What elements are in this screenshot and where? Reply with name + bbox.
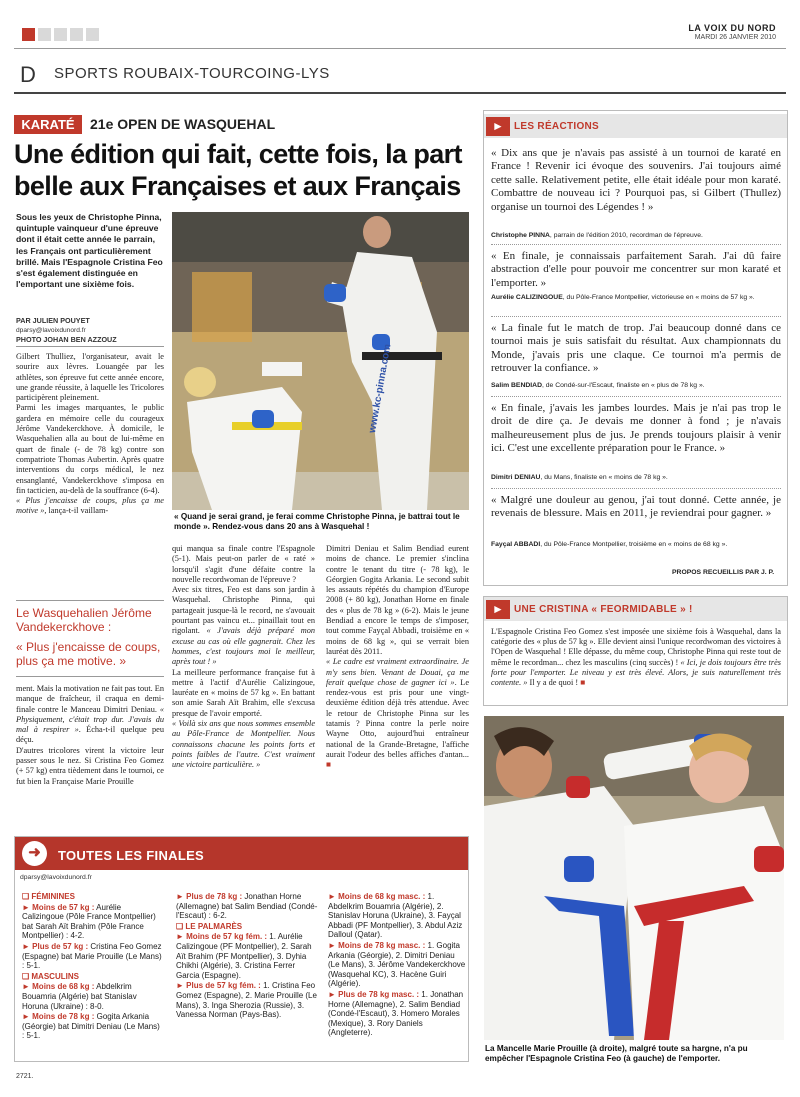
finales-email[interactable]: dparsy@lavoixdunord.fr <box>20 874 92 881</box>
pull-quote-rule-top <box>16 600 164 601</box>
page-folio: 2721. <box>16 1073 34 1080</box>
reaction-source: Fayçal ABBADI, du Pôle-France Montpellier, troisième en « moins de 68 kg ». <box>491 541 728 548</box>
results-category: ► Plus de 57 kg fém. : <box>176 981 261 991</box>
paragraph: « Plus j'encaisse de coups, plus ça me motive », lança-t-il vaillam- <box>16 496 164 516</box>
main-photo-karate <box>172 212 469 510</box>
results-category: ► Moins de 78 kg masc. : <box>328 940 426 950</box>
paragraph: Dimitri Deniau et Salim Bendiad eurent moins de chance. Le premier s'inclina contre le tenant du titre (- 78 kg), le Géorgien Gogita Arkania. Le second subit les assauts répétés du champion d'Europe 2008 (+ 80 kg), Jonathan Horne en finale des « plus de 78 kg » (6-2). Mais le jeune Bendiad a encore le temps de s'imposer, tout comme Fayçal Abbadi, troisième en « moins de 68 kg », qui se verrait bien lauréat dès 2011. <box>326 544 469 656</box>
section-letter: D <box>20 62 36 87</box>
byline-author: PAR JULIEN POUYET <box>16 316 90 325</box>
kicker-text: 21e OPEN DE WASQUEHAL <box>90 116 276 132</box>
finales-title: TOUTES LES FINALES <box>58 848 205 863</box>
photo-watermark: www.kc-pinna.com <box>367 343 394 434</box>
pull-quote-title: Le Wasquehalien Jérôme Vandekerckhove : <box>16 606 152 634</box>
results-category: ► Plus de 78 kg masc. : <box>328 989 420 999</box>
reaction-quote: « La finale fut le match de trop. J'ai beaucoup donné dans ce tournoi mais je suis satisfait du résultat. Aux championnats du Monde, j'avais pris une claque. Ce tournoi m'a permis de retrouver la confiance. » <box>491 322 781 375</box>
results-category: ► Plus de 78 kg : <box>176 892 243 901</box>
byline-rule <box>16 346 164 347</box>
pull-quote-text: « Plus j'encaisse de coups, plus ça me motive. » <box>16 640 161 668</box>
article-column-2 <box>172 544 315 771</box>
article-column-1 <box>16 352 164 517</box>
section-rule <box>14 92 786 94</box>
cristina-title: UNE CRISTINA « FEORMIDABLE » ! <box>514 604 693 615</box>
second-photo-caption: La Mancelle Marie Prouille (à droite), malgré toute sa hargne, n'a pu empêcher l'Espagnole Cristina Feo (à gauche) de l'emporter. <box>485 1044 748 1063</box>
headline: Une édition qui fait, cette fois, la part belle aux Françaises et aux Français <box>14 139 462 201</box>
results-entry <box>176 932 318 980</box>
arrow-right-icon: ➜ <box>22 841 47 866</box>
article-chapo: Sous les yeux de Christophe Pinna, quintuple vainqueur d'une épreuve dont il était cette année le parrain, les Français ont particulièrement brillé. Mais l'Espagnole Cristina Feo s'est également distinguée en l'emportant une sixième fois. <box>16 212 163 290</box>
results-text: Gogita Arkania (Géorgie) bat Dimitri Deniau (Le Mans) : 5-1. <box>22 1012 160 1041</box>
results-text: Cristina Feo Gomez (Espagne) bat Marie Prouille (Le Mans) : 5-1. <box>22 941 162 971</box>
quote-separator <box>491 396 781 397</box>
cristina-text: L'Espagnole Cristina Feo Gomez s'est imposée une sixième fois à Wasquehal, dans la catégorie des « plus de 57 kg ». Elle devient ainsi l'unique recordwoman des victoires à l'Open de Wasquehal ! Elle dépasse, du même coup, Christophe Pinna qui reste tout de même le recordman... chez les masculins (cinq succès) ! « Ici, je dois toujours être très forte pour l'emporter. Le niveau y est très élevé. Alors, je suis naturellement très contente. » Il y a de quoi ! ■ <box>491 627 782 688</box>
results-category: ► Moins de 57 kg fém. : <box>176 932 268 942</box>
results-text: 1. Jonathan Horne (Allemagne), 2. Salim Bendiad (Condé-l'Escaut), 3. Homero Morales (Mexique), 3. Rory Daniels (Angleterre). <box>328 989 464 1038</box>
results-entry <box>176 981 318 1019</box>
paragraph: « Voilà six ans que nous sommes ensemble au Pôle-France de Montpellier. Nous connaissons chacune les points forts et points faibles de l'autre. C'est vraiment une victoire particulière. » <box>172 719 315 770</box>
paragraph: La meilleure performance française fut à mettre à l'actif d'Aurélie Calizingoue, lauréate en « moins de 57 kg ». En battant son amie Sarah Aït Brahim, elle s'excusa presque de l'avoir emporté. <box>172 667 315 718</box>
results-category: ► Moins de 78 kg : <box>22 1012 95 1022</box>
paragraph: Gilbert Thulliez, l'organisateur, avait le sourire aux lèvres. Louangée par les athlètes, son épreuve fut cette année encore, une grande réussite, à laquelle les Tricolores participèrent pleinement. <box>16 352 164 403</box>
reactions-credit: PROPOS RECUEILLIS PAR J. P. <box>672 569 775 576</box>
quote-separator <box>491 488 781 489</box>
results-text: Abdelkrim Bouamria (Algérie) bat Stanislav Horuna (Ukraine) : 8-0. <box>22 982 137 1011</box>
quote-separator <box>491 316 781 317</box>
results-category: ► Moins de 68 kg : <box>22 982 95 992</box>
byline-photo: PHOTO JOHAN BEN AZZOUZ <box>16 335 117 344</box>
article-column-3 <box>326 544 469 771</box>
end-mark: ■ <box>326 760 332 770</box>
issue-date: MARDI 26 JANVIER 2010 <box>694 34 776 41</box>
paragraph: Avec six titres, Feo est dans son jardin à Wasquehal. Christophe Pinna, qui partageait jusque-là le record, ne s'avouait pourtant pas vaincu et... pinaillait tout en rigolant. « J'avais déjà préparé mon excuse au cas où elle gagnerait. Chez les hommes, c'est toujours moi le meilleur, après tout ! » <box>172 585 316 667</box>
article-column-1-continued <box>16 684 164 787</box>
results-entry <box>328 990 466 1038</box>
reaction-quote: « En finale, j'avais les jambes lourdes. Mais je n'ai pas trop le droit de dire ça. Je devais me donner à fond ; je n'avais malheureusement plus de jus. Je prends toujours plaisir à venir ici. C'est une excellente préparation pour le France. » <box>491 402 781 455</box>
finales-column-1 <box>22 892 164 1042</box>
results-text: 1. Aurélie Calizingoue (PF Montpellier), 2. Sarah Aït Brahim (PF Montpellier), 3. Dyhia Chikhi (Algérie), 3. Cristina Ferrer Garcia (Espagne). <box>176 932 312 980</box>
results-text: Aurélie Calizingoue (Pôle France Montpellier) bat Sarah Aït Brahim (Pôle France Montpellier) : 4-2. <box>22 902 156 941</box>
newspaper-name: LA VOIX DU NORD <box>688 23 776 33</box>
kicker-tag: KARATÉ <box>14 115 82 134</box>
results-text: Jonathan Horne (Allemagne) bat Salim Bendiad (Condé-l'Escaut) : 6-2. <box>176 892 318 921</box>
reaction-quote: « Dix ans que je n'avais pas assisté à un tournoi de karaté en France ! Revenir ici évoque des souvenirs. J'ai toujours aimé cette salle. Relativement petite, elle était idéale pour mon karaté. Combattre de nouveau ici ? Pourquoi pas, si Gilbert (Thullez) organise un tournoi des Légendes ! » <box>491 147 781 213</box>
reaction-source: Salim BENDIAD, de Condé-sur-l'Escaut, finaliste en « plus de 78 kg ». <box>491 382 705 389</box>
paragraph: Parmi les images marquantes, le public gardera en mémoire celle du courageux Jérôme Vandekerckhove. À domicile, le Wasquehalien alla au bout de lui-même en quart de finale (- de 78 kg) contre son compatriote Thomas Aubertin. Après quatre interventions du corps médical, le nez ensanglanté, Vandekerckhove s'imposa en fin tacticien, au-delà de la souffrance (6-4). <box>16 403 164 495</box>
header-square <box>22 28 35 41</box>
results-section-heading: ❑ LE PALMARÈS <box>176 921 243 931</box>
second-photo-karate <box>484 716 784 1040</box>
header-square <box>38 28 51 41</box>
results-category: ► Moins de 68 kg masc. : <box>328 892 426 901</box>
header-square <box>86 28 99 41</box>
reaction-source: Aurélie CALIZINGOUE, du Pôle-France Montpellier, victorieuse en « moins de 57 kg ». <box>491 294 755 301</box>
reactions-title: LES RÉACTIONS <box>514 121 600 132</box>
results-text: 1. Abdelkrim Bouamria (Algérie), 2. Stanislav Horuna (Ukraine), 3. Fayçal Abbadi (PF Montpellier), 3. Abdul Aziz Dalloul (Qatar). <box>328 892 463 940</box>
reaction-source: Dimitri DENIAU, du Mans, finaliste en « moins de 78 kg ». <box>491 474 668 481</box>
results-entry <box>22 903 164 941</box>
results-entry <box>328 941 466 989</box>
results-entry <box>328 892 466 940</box>
byline-email[interactable]: dparsy@lavoixdunord.fr <box>16 327 86 334</box>
paragraph: ment. Mais la motivation ne fait pas tout. En manque de fraîcheur, il craqua en demi-finale contre le Manceau Dimitri Deniau. « Physiquement, c'était trop dur. J'avais du mal à respirer ». Écha-t-il quelque peu déçu. <box>16 684 165 745</box>
header-rule <box>14 48 786 49</box>
header-square <box>70 28 83 41</box>
results-entry <box>22 1012 164 1041</box>
reaction-source: Christophe PINNA, parrain de l'édition 2010, recordman de l'épreuve. <box>491 232 703 239</box>
section-title: SPORTS ROUBAIX-TOURCOING-LYS <box>54 65 330 82</box>
results-category: ► Plus de 57 kg : <box>22 941 89 951</box>
main-photo-caption: « Quand je serai grand, je ferai comme Christophe Pinna, je battrai tout le monde ». Rendez-vous dans 20 ans à Wasquehal ! <box>174 512 460 531</box>
second-photo-illustration <box>484 716 784 1040</box>
results-entry <box>22 982 164 1011</box>
quote-separator <box>491 244 781 245</box>
results-section-heading: ❑ MASCULINS <box>22 971 79 981</box>
finales-column-3 <box>328 892 466 1039</box>
header-square <box>54 28 67 41</box>
paragraph: « Le cadre est vraiment extraordinaire. Je m'y sens bien. Venant de Douai, ça me ferait quelque chose de gagner ici ». Le rendez-vous est pris pour une vingt-deuxième édition déjà très attendue. Avec le retour de Christophe Pinna sur les tatamis ? Pinna contre la perle noire Wayne Otto, aujourd'hui entraîneur national de la Grande-Bretagne, l'affiche aurait l'odeur des belles affiches d'antan... ■ <box>326 657 469 770</box>
results-text: 1. Cristina Feo Gomez (Espagne), 2. Marie Prouille (Le Mans), 3. Inga Sherozia (Russie), 3. Vanessa Norman (Pays-Bas). <box>176 981 317 1020</box>
arrow-right-icon: ► <box>486 117 510 136</box>
results-entry <box>176 892 318 921</box>
main-photo-illustration <box>172 212 469 510</box>
results-category: ► Moins de 57 kg : <box>22 902 95 912</box>
paragraph: D'autres tricolores virent la victoire leur passer sous le nez. Si Cristina Feo Gomez (+ 57 kg) entra tièdement dans le tournoi, ce fut bien la Française Marie Prouille <box>16 745 164 786</box>
finales-column-2 <box>176 892 318 1021</box>
paragraph: qui manqua sa finale contre l'Espagnole (5-1). Mais peut-on parler de « raté » lorsqu'il s'agit d'une défaite contre la nouvelle recordwoman de l'épreuve ? <box>172 544 315 584</box>
arrow-right-icon: ► <box>486 600 510 619</box>
results-entry <box>22 942 164 971</box>
reaction-quote: « En finale, je connaissais parfaitement Sarah. J'ai dû faire abstraction d'elle pour pouvoir me concentrer sur mon karaté et l'emporter. » <box>491 250 781 289</box>
results-section-heading: ❑ FÉMININES <box>22 892 75 901</box>
results-text: 1. Gogita Arkania (Géorgie), 2. Dimitri Deniau (Le Mans), 3. Jérôme Vandekerckhove (Wasquehal KC), 3. Hacène Guiri (Algérie). <box>328 940 466 989</box>
pull-quote-rule-bottom <box>16 676 164 677</box>
reaction-quote: « Malgré une douleur au genou, j'ai tout donné. Cette année, je revenais de blessure. Mais en 2011, je reviendrai pour gagner. » <box>491 494 781 520</box>
